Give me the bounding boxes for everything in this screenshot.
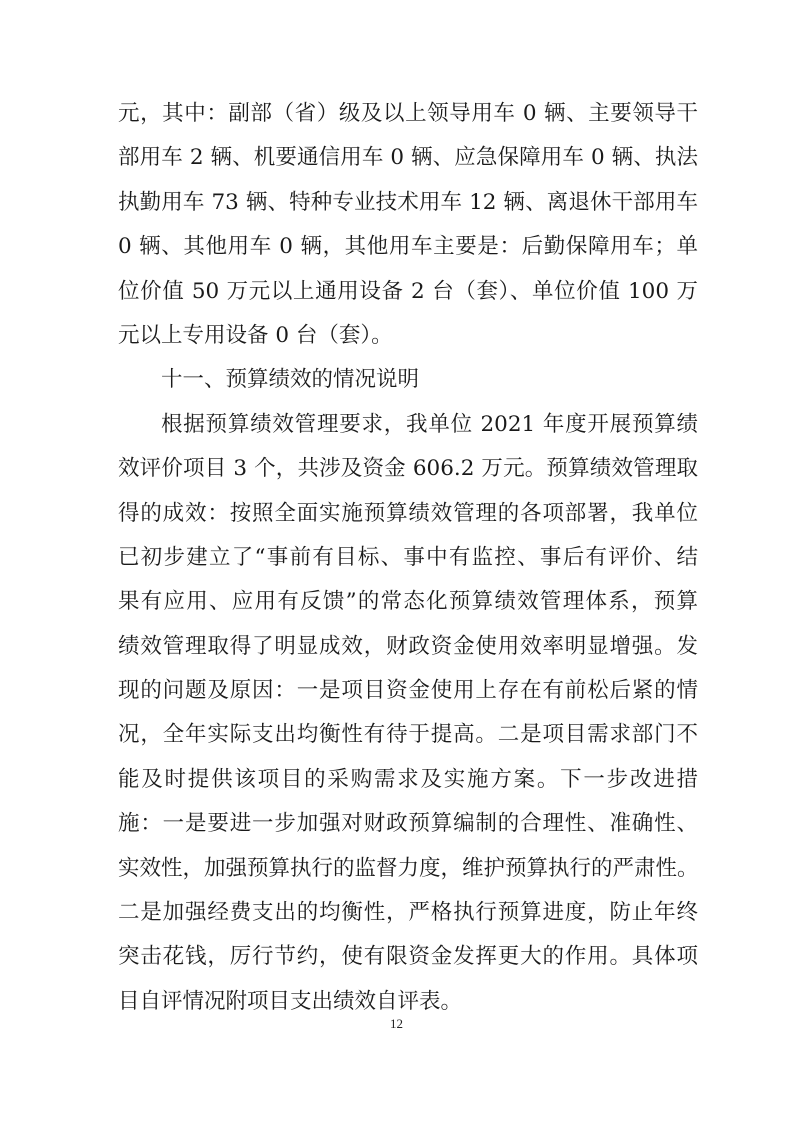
text-line: 能及时提供该项目的采购需求及实施方案。下一步改进措 xyxy=(118,766,698,792)
text-line: 绩效管理取得了明显成效，财政资金使用效率明显增强。发 xyxy=(118,633,698,659)
text-line: 施：一是要进一步加强对财政预算编制的合理性、准确性、 xyxy=(118,811,698,837)
body-text xyxy=(118,92,698,1024)
text-line: 执勤用车 73 辆、特种专业技术用车 12 辆、离退休干部用车 xyxy=(118,189,698,215)
text-line: 位价值 50 万元以上通用设备 2 台（套）、单位价值 100 万 xyxy=(118,278,698,304)
text-line: 果有应用、应用有反馈”的常态化预算绩效管理体系，预算 xyxy=(118,589,698,615)
text-line: 目自评情况附项目支出绩效自评表。 xyxy=(118,988,463,1014)
text-line: 已初步建立了“事前有目标、事中有监控、事后有评价、结 xyxy=(118,544,698,570)
text-line: 根据预算绩效管理要求，我单位 2021 年度开展预算绩 xyxy=(161,411,698,437)
text-line: 元，其中：副部（省）级及以上领导用车 0 辆、主要领导干 xyxy=(118,101,698,126)
text-line: 效评价项目 3 个，共涉及资金 606.2 万元。预算绩效管理取 xyxy=(118,456,698,482)
text-line: 元以上专用设备 0 台（套）。 xyxy=(118,322,393,348)
text-line: 0 辆、其他用车 0 辆，其他用车主要是：后勤保障用车；单 xyxy=(118,234,698,260)
text-line: 二是加强经费支出的均衡性，严格执行预算进度，防止年终 xyxy=(118,900,698,926)
text-line: 十一、预算绩效的情况说明 xyxy=(161,367,420,393)
text-line: 现的问题及原因：一是项目资金使用上存在有前松后紧的情 xyxy=(118,678,698,704)
text-line: 得的成效：按照全面实施预算绩效管理的各项部署，我单位 xyxy=(118,500,698,526)
text-line: 突击花钱，厉行节约，使有限资金发挥更大的作用。具体项 xyxy=(118,944,698,970)
text-line: 部用车 2 辆、机要通信用车 0 辆、应急保障用车 0 辆、执法 xyxy=(118,145,698,171)
text-line: 况，全年实际支出均衡性有待于提高。二是项目需求部门不 xyxy=(118,722,698,748)
text-line: 实效性，加强预算执行的监督力度，维护预算执行的严肃性。 xyxy=(118,855,699,881)
page-number: 12 xyxy=(390,1016,403,1031)
